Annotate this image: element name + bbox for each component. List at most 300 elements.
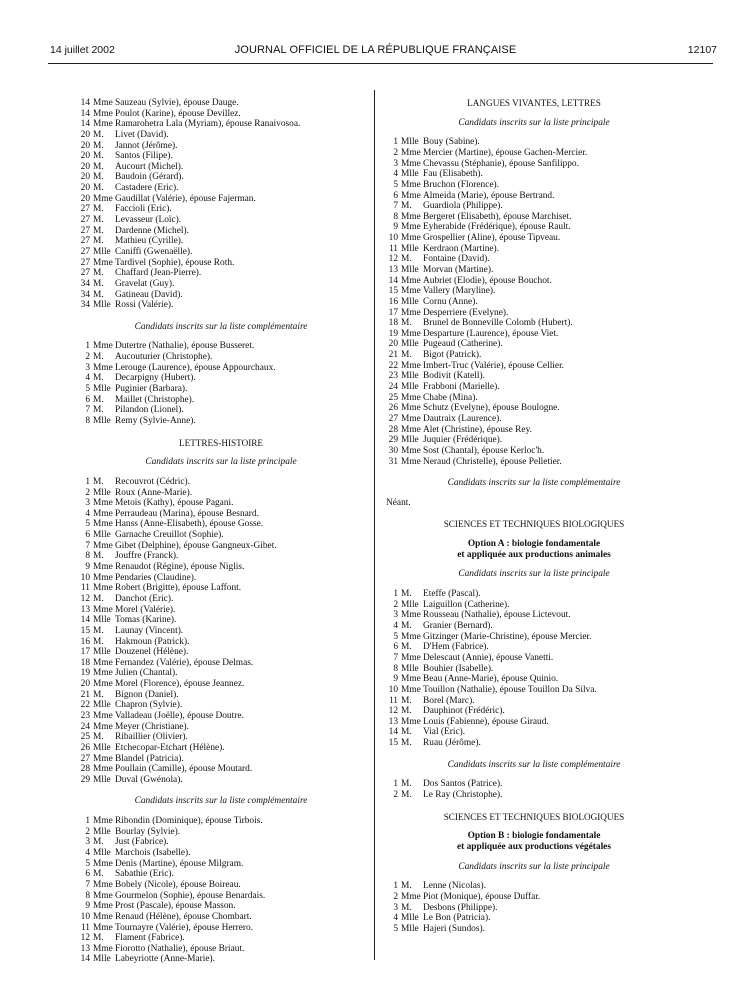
candidate-name: Just (Fabrice). (115, 837, 169, 848)
candidate-name: Louis (Fabienne), épouse Giraud. (423, 716, 549, 727)
candidate-name: Desbons (Philippe). (423, 902, 498, 913)
list-item (76, 416, 366, 427)
civility-title: Mlle (401, 339, 419, 350)
rank-number: 13 (80, 604, 90, 615)
candidate-name: Grospellier (Aline), épouse Tipveau. (423, 233, 561, 244)
civility-title: Mlle (93, 415, 111, 426)
rank-number: 5 (393, 631, 398, 642)
section-title: LETTRES-HISTOIRE (178, 437, 264, 448)
civility-title: M. (93, 268, 104, 279)
list-item (76, 647, 366, 658)
list-item (384, 706, 684, 717)
rank-number: 12 (388, 706, 398, 717)
rank-number: 14 (388, 727, 398, 738)
list-item (76, 290, 366, 301)
civility-title: Mme (93, 764, 113, 775)
rank-number: 2 (85, 352, 90, 363)
rank-number: 28 (80, 764, 90, 775)
rank-number: 20 (80, 151, 90, 162)
rank-number: 15 (80, 625, 90, 636)
rank-number: 4 (393, 621, 398, 632)
candidate-name: Sost (Chantal), épouse Kerloc'h. (423, 445, 545, 456)
rank-number: 8 (85, 415, 90, 426)
candidate-name: Rousseau (Nathalie), épouse Lictevout. (423, 610, 571, 621)
civility-title: M. (401, 790, 412, 801)
list-item (76, 764, 366, 775)
civility-title: M. (93, 172, 104, 183)
civility-title: Mme (93, 858, 113, 869)
candidate-name: Eyherabide (Frédérique), épouse Rault. (423, 222, 571, 233)
rank-number: 26 (388, 403, 398, 414)
candidate-name: Renaudot (Régine), épouse Niglis. (115, 562, 245, 573)
list-item (384, 696, 684, 707)
list-item (76, 594, 366, 605)
rank-number: 12 (80, 933, 90, 944)
candidate-name: Mercier (Martine), épouse Gachen-Mercier. (423, 147, 588, 158)
list-item (384, 137, 684, 148)
candidate-name: Blandel (Patricia). (115, 753, 184, 764)
candidate-name: Aubriet (Elodie), épouse Bouchot. (423, 275, 552, 286)
candidate-name: Duval (Gwénola). (115, 774, 183, 785)
candidate-name: Santos (Filipe). (115, 151, 173, 162)
list-comp1 (76, 341, 366, 426)
civility-title: Mlle (401, 435, 419, 446)
rank-number: 2 (393, 891, 398, 902)
candidate-name: Baudoin (Gérard). (115, 172, 184, 183)
list-item (384, 329, 684, 340)
list-item (384, 632, 684, 643)
rank-number: 9 (393, 674, 398, 685)
list-item (384, 318, 684, 329)
candidate-name: Perraudeau (Marina), épouse Besnard. (115, 508, 259, 519)
candidate-name: Chapron (Sylvie). (115, 700, 183, 711)
candidate-name: Jannot (Jérôme). (115, 140, 178, 151)
list-item (384, 180, 684, 191)
candidate-name: Guardiola (Philippe). (423, 201, 503, 212)
list-comp-a (384, 779, 684, 800)
list-item (76, 541, 366, 552)
candidate-name: Bignon (Daniel). (115, 689, 179, 700)
list-item (384, 361, 684, 372)
candidate-name: Bergeret (Elisabeth), épouse Marchiset. (423, 211, 572, 222)
civility-title: Mme (93, 108, 113, 119)
list-item (384, 403, 684, 414)
candidate-name: Touillon (Nathalie), épouse Touillon Da Silva. (423, 684, 597, 695)
civility-title: M. (93, 636, 104, 647)
civility-title: M. (93, 405, 104, 416)
list-item (384, 924, 684, 935)
civility-title: Mme (401, 610, 421, 621)
rank-number: 3 (393, 158, 398, 169)
list-item (76, 236, 366, 247)
candidate-name: Tardivel (Sophie), épouse Roth. (115, 257, 235, 268)
candidate-name: Chabe (Mina). (423, 392, 478, 403)
rank-number: 18 (388, 318, 398, 329)
candidate-name: Kerdraon (Martine). (423, 243, 500, 254)
civility-title: M. (93, 394, 104, 405)
rank-number: 24 (388, 382, 398, 393)
rank-number: 28 (388, 424, 398, 435)
header-title: JOURNAL OFFICIEL DE LA RÉPUBLIQUE FRANÇAISE (234, 44, 517, 56)
candidate-name: Castadere (Eric). (115, 183, 179, 194)
civility-title: Mme (93, 679, 113, 690)
list-item (76, 732, 366, 743)
civility-title: Mme (401, 456, 421, 467)
candidate-name: Fiorotto (Nathalie), épouse Briaut. (115, 943, 245, 954)
civility-title: Mlle (93, 384, 111, 395)
candidate-name: Ruau (Jérôme). (423, 738, 481, 749)
civility-title: Mme (93, 498, 113, 509)
list-top (76, 98, 366, 311)
candidate-name: Metois (Kathy), épouse Pagani. (115, 498, 234, 509)
list-item (76, 352, 366, 363)
rank-number: 29 (80, 774, 90, 785)
civility-title: Mlle (401, 913, 419, 924)
candidate-name: Granier (Bernard). (423, 621, 493, 632)
civility-title: Mlle (93, 487, 111, 498)
civility-title: M. (93, 933, 104, 944)
rank-number: 1 (393, 137, 398, 148)
civility-title: M. (401, 902, 412, 913)
rank-number: 5 (85, 858, 90, 869)
rank-number: 3 (85, 362, 90, 373)
rank-number: 11 (80, 583, 90, 594)
rank-number: 20 (80, 172, 90, 183)
civility-title: Mme (401, 631, 421, 642)
list-item (76, 668, 366, 679)
candidate-name: Renaud (Hélène), épouse Chombart. (115, 911, 252, 922)
civility-title: M. (93, 204, 104, 215)
list-item (384, 276, 684, 287)
rank-number: 13 (388, 265, 398, 275)
list-item (384, 892, 684, 903)
candidate-name: Mathieu (Cyrille). (115, 236, 184, 247)
civility-title: M. (401, 318, 412, 329)
rank-number: 22 (388, 360, 398, 371)
candidate-name: Juquier (Frédérique). (423, 435, 503, 446)
list-item (384, 589, 684, 600)
header-date: 14 juillet 2002 (50, 44, 115, 56)
rank-number: 17 (388, 307, 398, 318)
candidate-name: Schutz (Evelyne), épouse Boulogne. (423, 403, 560, 414)
candidate-name: Bruchon (Florence). (423, 179, 500, 190)
candidate-name: Hajeri (Sundos). (423, 923, 485, 934)
civility-title: Mlle (93, 774, 111, 785)
civility-title: M. (93, 869, 104, 880)
candidate-name: Poulot (Karine), épouse Devillez. (115, 108, 241, 119)
civility-title: Mlle (401, 137, 419, 148)
civility-title: Mme (401, 891, 421, 902)
civility-title: Mlle (401, 265, 419, 275)
list-item (76, 498, 366, 509)
rank-number: 2 (85, 487, 90, 498)
list-item (384, 600, 684, 611)
rank-number: 6 (393, 190, 398, 201)
civility-title: Mme (93, 604, 113, 615)
civility-title: Mme (93, 816, 113, 827)
candidate-name: Julien (Chantal). (115, 668, 178, 679)
list-item (76, 923, 366, 934)
list-item (76, 204, 366, 215)
candidate-name: Pilandon (Lionel). (115, 405, 184, 416)
civility-title: Mlle (93, 246, 111, 257)
civility-title: M. (401, 254, 412, 265)
candidate-name: Eteffe (Pascal). (423, 589, 481, 600)
civility-title: M. (93, 129, 104, 140)
rank-number: 25 (388, 392, 398, 403)
candidate-name: Beau (Anne-Marie), épouse Quinio. (423, 674, 559, 685)
candidate-name: Le Ray (Christophe). (423, 790, 503, 801)
list-item (384, 265, 684, 276)
candidate-name: Tournayre (Valérie), épouse Herrero. (115, 922, 254, 933)
list-item (76, 384, 366, 395)
list-item (76, 509, 366, 520)
rank-number: 19 (388, 328, 398, 339)
civility-title: M. (93, 551, 104, 562)
rank-number: 12 (388, 254, 398, 265)
civility-title: M. (401, 727, 412, 738)
candidate-name: Caniffi (Gwenaëlle). (115, 246, 193, 257)
candidate-name: Pendaries (Claudine). (115, 572, 197, 583)
list-item (76, 690, 366, 701)
civility-title: Mme (401, 360, 421, 371)
list-item (384, 685, 684, 696)
rank-number: 34 (80, 278, 90, 289)
rank-number: 7 (85, 405, 90, 416)
civility-title: Mme (401, 286, 421, 297)
candidate-name: Bouhier (Isabelle). (423, 663, 494, 674)
candidate-name: Marchois (Isabelle). (115, 848, 191, 859)
civility-title: M. (93, 352, 104, 363)
list-item (76, 626, 366, 637)
candidate-name: Gatineau (David). (115, 289, 183, 300)
list-item (76, 341, 366, 352)
candidate-name: Bigot (Patrick). (423, 350, 482, 361)
list-item (384, 727, 684, 738)
civility-title: Mme (401, 445, 421, 456)
civility-title: Mme (401, 179, 421, 190)
rank-number: 3 (85, 837, 90, 848)
civility-title: Mme (93, 911, 113, 922)
civility-title: Mme (93, 540, 113, 551)
list-item (76, 247, 366, 258)
list-item (76, 551, 366, 562)
rank-number: 1 (85, 341, 90, 352)
civility-title: Mme (93, 341, 113, 352)
candidate-name: Douzenel (Hélène). (115, 647, 189, 658)
candidate-name: Recouvrot (Cédric). (115, 476, 190, 487)
list-item (76, 583, 366, 594)
list-item (76, 530, 366, 541)
rank-number: 26 (80, 742, 90, 753)
rank-number: 16 (388, 296, 398, 307)
list-item (76, 615, 366, 626)
rank-number: 5 (393, 923, 398, 934)
list-item (76, 954, 366, 965)
list-item (76, 562, 366, 573)
list-princ-a (384, 589, 684, 749)
civility-title: Mlle (401, 599, 419, 610)
rank-number: 14 (80, 615, 90, 626)
candidate-name: Morel (Florence), épouse Jeannez. (115, 679, 245, 690)
rank-number: 20 (80, 193, 90, 204)
candidate-name: Morel (Valérie). (115, 604, 176, 615)
candidate-name: Tomas (Karine). (115, 615, 177, 626)
rank-number: 14 (80, 108, 90, 119)
list-item (384, 382, 684, 393)
rank-number: 25 (80, 732, 90, 743)
civility-title: M. (93, 732, 104, 743)
civility-title: Mme (401, 328, 421, 339)
rank-number: 1 (85, 816, 90, 827)
list-item (76, 901, 366, 912)
civility-title: Mme (93, 753, 113, 764)
rank-number: 9 (85, 562, 90, 573)
civility-title: Mme (401, 684, 421, 695)
candidate-name: Dardenne (Michel). (115, 225, 189, 236)
candidate-name: Prost (Pascale), épouse Masson. (115, 901, 236, 912)
civility-title: Mme (93, 922, 113, 933)
civility-title: Mme (93, 519, 113, 530)
list-item (76, 119, 366, 130)
list-item (384, 790, 684, 801)
rank-number: 9 (85, 901, 90, 912)
rank-number: 8 (85, 890, 90, 901)
rank-number: 3 (393, 610, 398, 621)
option-title: Option B : biologie fondamentale (467, 831, 601, 842)
rank-number: 22 (80, 700, 90, 711)
rank-number: 20 (80, 140, 90, 151)
candidate-name: Ribaillier (Olivier). (115, 732, 188, 743)
civility-title: M. (93, 476, 104, 487)
list-item (384, 664, 684, 675)
rank-number: 23 (388, 371, 398, 382)
list-item (384, 435, 684, 446)
civility-title: M. (93, 183, 104, 194)
rank-number: 15 (388, 738, 398, 749)
civility-title: M. (401, 201, 412, 212)
candidate-name: Sabathie (Eric). (115, 869, 174, 880)
civility-title: Mme (401, 413, 421, 424)
civility-title: Mlle (93, 826, 111, 837)
list-item (384, 457, 684, 468)
rank-number: 20 (388, 339, 398, 350)
list-item (384, 621, 684, 632)
candidate-name: Dautraix (Laurence). (423, 413, 502, 424)
list-item (76, 944, 366, 955)
candidate-name: Labeyriotte (Anne-Marie). (115, 954, 215, 965)
list-comp-lh (76, 816, 366, 965)
civility-title: Mme (93, 901, 113, 912)
civility-title: Mme (401, 190, 421, 201)
civility-title: Mme (93, 668, 113, 679)
civility-title: Mme (93, 508, 113, 519)
rank-number: 23 (80, 711, 90, 721)
list-item (384, 169, 684, 180)
column-divider (374, 90, 375, 960)
civility-title: Mlle (93, 700, 111, 711)
list-item (76, 395, 366, 406)
rank-number: 6 (393, 642, 398, 653)
candidate-name: Etchecopar-Etchart (Hélène). (115, 742, 225, 753)
candidate-name: Launay (Vincent). (115, 625, 184, 636)
candidate-name: Hakmoun (Patrick). (115, 636, 190, 647)
civility-title: Mme (93, 193, 113, 204)
civility-title: Mlle (401, 243, 419, 254)
rank-number: 20 (80, 679, 90, 690)
civility-title: Mlle (401, 296, 419, 307)
list-item (384, 201, 684, 212)
rank-number: 4 (393, 913, 398, 924)
rank-number: 7 (85, 879, 90, 890)
list-item (76, 258, 366, 269)
header-page-number: 12107 (687, 44, 717, 56)
list-item (384, 653, 684, 664)
candidate-name: Neraud (Christelle), épouse Pelletier. (423, 456, 562, 467)
list-princ-b (384, 881, 684, 934)
list-item (76, 775, 366, 786)
list-item (76, 519, 366, 530)
rank-number: 3 (393, 902, 398, 913)
rank-number: 5 (85, 519, 90, 530)
rank-number: 21 (388, 350, 398, 361)
rank-number: 14 (80, 119, 90, 130)
list-item (76, 162, 366, 173)
candidate-name: Jouffre (Franck). (115, 551, 179, 562)
candidate-name: Imbert-Truc (Valérie), épouse Cellier. (423, 360, 565, 371)
rank-number: 27 (80, 225, 90, 236)
civility-title: Mlle (93, 300, 111, 311)
candidate-name: Danchot (Eric). (115, 593, 174, 604)
civility-title: M. (93, 225, 104, 236)
candidate-name: Alet (Christine), épouse Rey. (423, 424, 533, 435)
civility-title: Mme (401, 652, 421, 663)
list-item (76, 215, 366, 226)
rank-number: 6 (85, 869, 90, 880)
rank-number: 4 (85, 508, 90, 519)
rank-number: 18 (80, 657, 90, 668)
list-item (76, 477, 366, 488)
list-item (76, 912, 366, 923)
civility-title: Mme (93, 572, 113, 583)
civility-title: Mlle (93, 954, 111, 965)
list-item (76, 658, 366, 669)
rank-number: 5 (85, 384, 90, 395)
civility-title: Mme (401, 211, 421, 222)
civility-title: M. (401, 589, 412, 600)
rank-number: 27 (80, 753, 90, 764)
candidate-name: D'Hem (Fabrice). (423, 642, 489, 653)
candidate-name: Fontaine (David). (423, 254, 490, 265)
civility-title: Mme (93, 562, 113, 573)
candidate-name: Lenne (Nicolas). (423, 881, 486, 892)
candidate-name: Poullain (Camille), épouse Moutard. (115, 764, 253, 775)
candidate-name: Roux (Anne-Marie). (115, 487, 193, 498)
candidate-name: Desparture (Laurence), épouse Viet. (423, 328, 559, 339)
candidate-name: Brunel de Bonneville Colomb (Hubert). (423, 318, 573, 329)
civility-title: M. (93, 151, 104, 162)
list-item (384, 339, 684, 350)
rank-number: 4 (85, 848, 90, 859)
rank-number: 4 (393, 169, 398, 180)
rank-number: 27 (80, 236, 90, 247)
civility-title: Mme (401, 307, 421, 318)
list-item (76, 869, 366, 880)
list-item (384, 913, 684, 924)
civility-title: M. (401, 706, 412, 717)
civility-title: Mme (93, 879, 113, 890)
list-item (76, 141, 366, 152)
